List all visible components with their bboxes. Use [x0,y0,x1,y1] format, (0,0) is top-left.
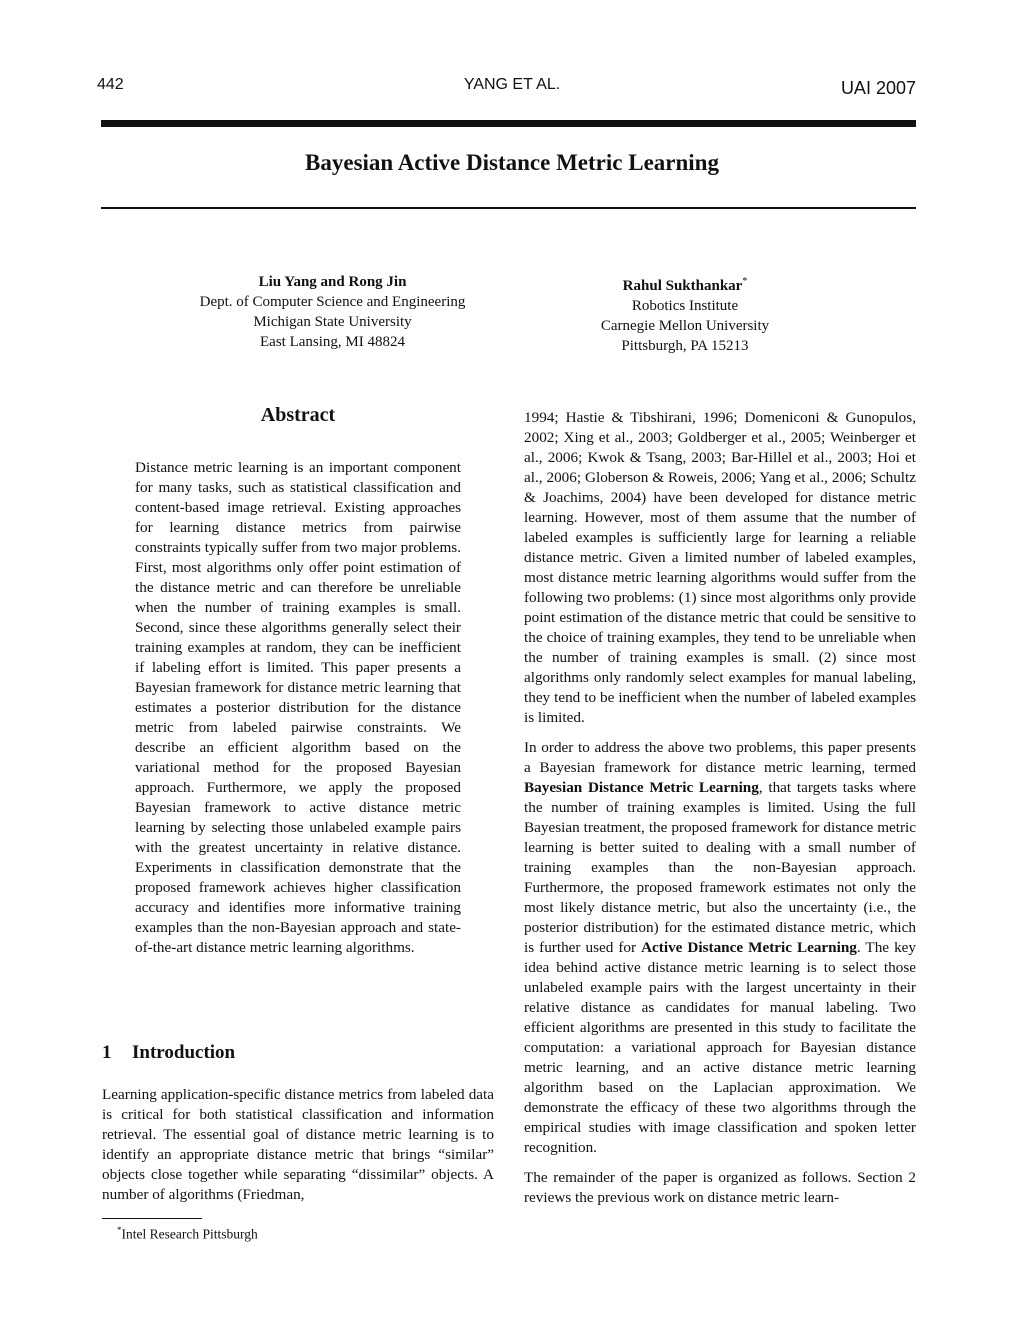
title-rule [101,207,916,209]
text-run: In order to address the above two problems, this paper presents a Bayesian framework for distance metric learning, termed [524,739,916,776]
top-rule [101,120,916,127]
abstract-heading: Abstract [260,404,336,426]
author-institution: Carnegie Mellon University [600,318,770,334]
intro-paragraph: Learning application-specific distance metrics from labeled data is critical for both statistical classification and information retrieval. The essential goal of distance metric learning is to identify an appropriate distance metric that brings “similar” objects close together while separating “dissimilar” objects. A number of algorithms (Friedman, [102,1086,494,1203]
intro-column-right [524,408,916,1218]
author-names: Liu Yang and Rong Jin [258,274,407,290]
text-run: . The key idea behind active distance metric learning is to select those unlabeled example pairs with the largest uncertainty in their relative distance as candidates for manual labeling. Two efficient algorithms are presented in this study to facilitate the computation: a variational approach for Bayesian distance metric learning, and an active distance metric learning algorithm based on the Laplacian approximation. We demonstrate the efficacy of these two algorithms through the empirical studies with image classification and spoken letter recognition. [524,939,916,1156]
abstract-text: Distance metric learning is an important component for many tasks, such as statistical classification and content-based image retrieval. Existing approaches for learning distance metrics from pairwise constraints typically suffer from two major problems. First, most algorithms only offer point estimation of the distance metric and can therefore be unreliable when the number of training examples is small. Second, since these algorithms generally select their training examples at random, they can be inefficient if labeling effort is limited. This paper presents a Bayesian framework for distance metric learning that estimates a posterior distribution for the distance metric from labeled pairwise constraints. We describe an efficient algorithm based on the variational method for the proposed Bayesian approach. Furthermore, we apply the proposed Bayesian framework to active distance metric learning by selecting those unlabeled example pairs with the greatest uncertainty in relative distance. Experiments in classification demonstrate that the proposed framework achieves higher classification accuracy and identifies more informative training examples than the non-Bayesian approach and state-of-the-art distance metric learning algorithms. [135,459,461,956]
author-block-1 [160,272,505,352]
author-names: Rahul Sukthankar [622,278,743,294]
author-block-2 [540,272,830,356]
venue-label: UAI 2007 [840,78,916,98]
section-title: Introduction [132,1042,236,1063]
abstract-body [135,458,461,958]
author-address: Pittsburgh, PA 15213 [621,338,749,354]
running-title: YANG ET AL. [463,76,561,93]
intro-paragraph: 1994; Hastie & Tibshirani, 1996; Domeniconi & Gunopulos, 2002; Xing et al., 2003; Goldberger et al., 2005; Weinberger et al., 2006; Kwok & Tsang, 2003; Bar-Hillel et al., 2003; Hoi et al., 2006; Globerson & Roweis, 2006; Yang et al., 2006; Schultz & Joachims, 2004) have been developed for distance metric learning. However, most of them assume that the number of labeled examples is sufficiently large for learning a reliable distance metric. Given a limited number of labeled examples, most distance metric learning algorithms would suffer from the following two problems: (1) since most algorithms only provide point estimation of the distance metric that could be sensitive to the choice of training examples, they tend to be unreliable when the number of training examples is small. (2) since most algorithms only randomly select examples for manual labeling, they tend to be inefficient when the number of labeled examples is limited. [524,409,916,726]
intro-column-left [102,1085,494,1205]
bold-term: Active Distance Metric Learning [641,939,857,956]
intro-paragraph: The remainder of the paper is organized as follows. Section 2 reviews the previous work on distance metric learn- [524,1169,916,1206]
intro-paragraph [524,738,916,1158]
author-address: East Lansing, MI 48824 [260,334,405,350]
page-number: 442 [97,76,124,93]
paper-title: Bayesian Active Distance Metric Learning [305,150,719,175]
author-institution: Michigan State University [253,314,412,330]
author-dept: Robotics Institute [631,298,739,314]
footnote-marker: * [117,1225,122,1235]
footnote-marker: * [742,276,748,287]
footnote-text: Intel Research Pittsburgh [121,1226,258,1242]
section-heading [102,1042,235,1064]
section-number: 1 [102,1042,112,1063]
text-run: , that targets tasks where the number of training examples is limited. Using the full Bayesian treatment, the proposed framework for distance metric learning is better suited to dealing with a small number of training examples than the non-Bayesian approach. Furthermore, the proposed framework estimates not only the most likely distance metric, but also the uncertainty (i.e., the posterior distribution) for the estimated distance metric, which is further used for [524,779,917,956]
footnote [117,1221,258,1244]
bold-term: Bayesian Distance Metric Learning [524,779,759,796]
footnote-rule [102,1218,202,1219]
author-dept: Dept. of Computer Science and Engineering [199,294,466,310]
